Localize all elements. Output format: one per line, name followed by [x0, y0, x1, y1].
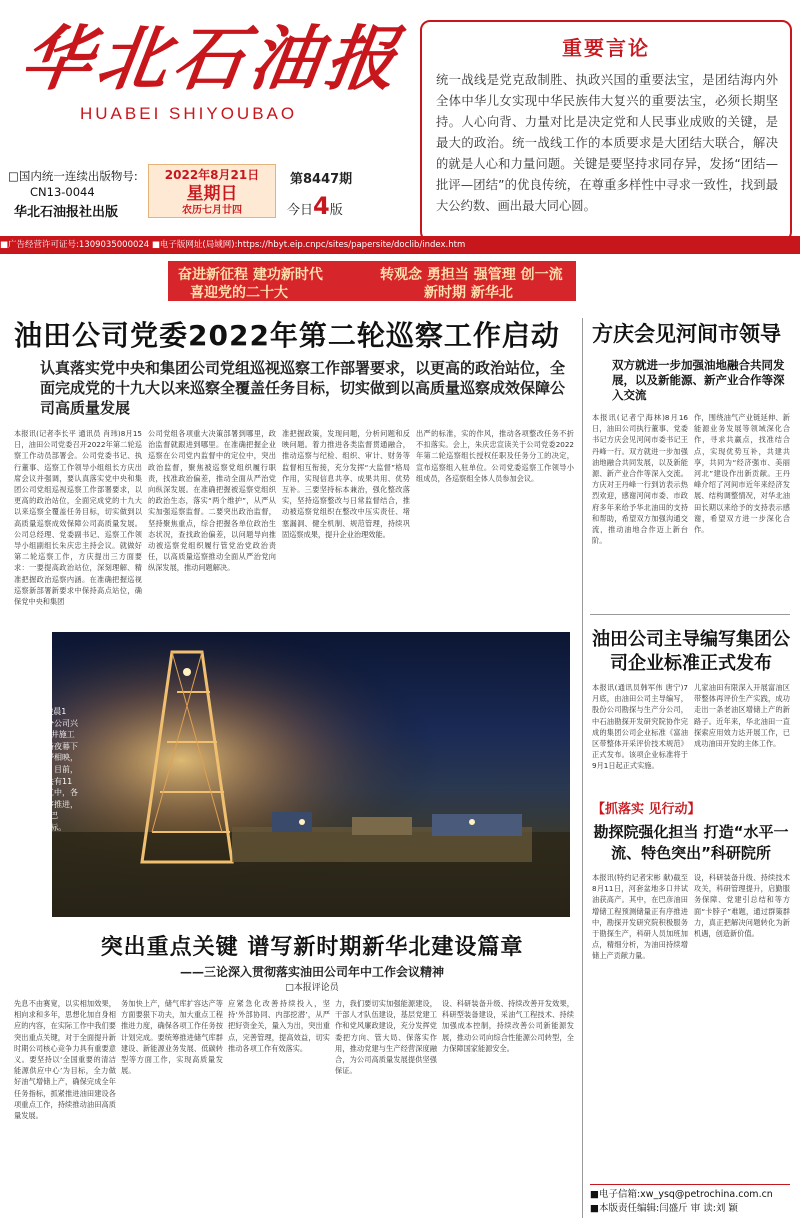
commentary-column-3: 应紧急化改善持续投入，坚持‘外部协同、内部挖潜’，从严把好资金关，量入为出，突出重点，完善管理，提高效益，切实推动各项工作有效落实。 — [228, 999, 330, 1053]
page-count-suffix: 版 — [329, 203, 343, 218]
right-story-1-subheadline: 双方就进一步加强油地融合共同发展，以及新能源、新产业合作等深入交流 — [612, 358, 785, 402]
right-story-2-headline: 油田公司主导编写集团公司企业标准正式发布 — [592, 629, 790, 674]
story-divider — [590, 614, 790, 615]
quote-body: 统一战线是党克敌制胜、执政兴国的重要法宝，是团结海内外全体中华儿女实现中华民族伟大复兴的重要法宝，必须长期坚持。人心向背、力量对比是决定党和人民事业成败的关键，是最大的政治。统一战线工作的本质要求是大团结大联合，解决的就是人心和力量问题。关键是要坚持求同存异，发扬“团结—批评—团结”的优良传统，在尊重多样性中寻求一致性，找到最大公约数、画出最大同心圆。 — [436, 73, 778, 213]
quote-title: 重要言论 — [562, 36, 650, 60]
banner-left-line1: 奋进新征程 建功新时代 — [178, 267, 323, 283]
column-divider — [582, 318, 583, 1218]
banner-right-line1: 转观念 勇担当 强管理 创一流 — [380, 267, 563, 283]
right-story-3-column-2: 设，科研装备升级、持续技术攻关，科研管理提升，启勤服务保障、党建引总结和等方面“卡脖子”难题，通过群策群力，真正把解决问题转化为新机遇，创造新价值。 — [694, 873, 790, 939]
slogan-banner — [168, 261, 576, 301]
lead-column-1: 本报讯(记者李长平 通讯员 肖玮)8月15日，油田公司党委召开2022年第二轮巡察工作动员部署会。公司党委书记、执行董事、巡察工作领导小组组长方庆出席会议并强调，要认真落实党中央和集团公司党组巡视巡察工作部署要求，以更高的政治站位，全面完成党的十九大以来巡察全覆盖任务目标，切实做到以高质量巡察成效保障公司高质量发展。公司总经理、党委副书记、巡察工作领导小组副组长朱庆忠主持会议。就做好第二轮巡察工作，方庆提出三方面要求：一要提高政治站位，深刻理解、精准把握政治巡察内涵。在准确把握巡视巡察新部署新要求中保持高点站位，确保党中央和集团 — [14, 429, 142, 607]
photo-caption: 8月15日凌晨1点，巴彦分公司兴华1-171X井施工现场，设备夜幕下与周边旷野相映，灯火通明。目前，巴彦油田共有11口井在施工中，各项施工有序推进，努力实现“巴彦”会战目标。 — [14, 707, 78, 832]
lead-column-3: 准把握政策，发现问题，分析问题和反映问题。着力推进各类监督贯通融合，推动巡察与纪检、组织、审计、财务等监督相互衔接，充分发挥“大监督”格局作用，实现信息共享、成果共用、优势互补。三要坚持标本兼治，强化整改落实，坚持巡察整改与日常监督结合，推动被巡察党组织在整改中压实责任、堵塞漏洞、健全机制、规范管理，持续巩固巡察成果，提升企业治理效能。 — [282, 429, 410, 539]
date-weekday: 星期日 — [186, 184, 238, 204]
commentary-column-1: 先息不由赛宽，以实相加效果，相向求和多年，思想化加自身相应的内容，在实际工作中我们要突出重点关键，对于全面提升新时期公司核心竞争力具有重要意义。要坚持以‘全国重要的清洁能源供应中心’为目标，全力做好油气增储上产，确保完成全年任务指标，抓紧推进油田建设各项重点工作，持续推动油田高质量发展。 — [14, 999, 116, 1121]
oil-rig-illustration — [52, 632, 570, 917]
page-count-value: 4 — [313, 192, 330, 220]
right-story-3-headline: 勘探院强化担当 打造“水平一流、特色突出”科研院所 — [593, 823, 789, 862]
date-lunar: 农历七月廿四 — [182, 205, 242, 216]
registration-code: CN13-0044 — [30, 185, 95, 199]
right-story-1-headline: 方庆会见河间市领导 — [592, 322, 781, 346]
commentary-column-2: 务加快上产，储气库扩容达产等方面要狠下功夫，加大重点工程推进力度，确保各项工作任务按计划完成。要统筹推进储气库群建设、新能源业务发展、低碳转型等方面工作，实现高质量发展。 — [121, 999, 223, 1076]
commentary-author: □本报评论员 — [285, 983, 339, 993]
footer-info — [590, 1188, 790, 1216]
section-tag: 【抓落实 见行动】 — [592, 802, 701, 817]
banner-left-line2: 喜迎党的二十大 — [190, 285, 288, 301]
commentary-column-4: 力，我们要切实加强能源建设，干部人才队伍建设，基层党建工作和党风廉政建设，充分发挥党委把方向、管大局、保落实作用，推动党建与生产经营深度融合，为公司高质量发展提供坚强保证。 — [335, 999, 437, 1076]
banner-right-line2: 新时期 新华北 — [424, 285, 513, 301]
registration-icon: □ — [8, 169, 19, 183]
footer-email: ■电子信箱:xw_ysq@petrochina.com.cn — [590, 1189, 773, 1200]
registration-label: 国内统一连续出版物号: — [18, 169, 138, 183]
lead-headline: 油田公司党委2022年第二轮巡察工作启动 — [14, 319, 560, 352]
issue-number: 第8447期 — [290, 172, 353, 187]
important-quote-box — [420, 20, 792, 242]
right-story-2-column-2: 儿家油田有限深入开展富油区带整体再评价生产实践，成功走出一条老油区增储上产的新路子。近年来，华北油田一直探索应用效力达开展工作，已成功油田开发的主体工作。 — [694, 683, 790, 749]
logo-pinyin: HUABEI SHIYOUBAO — [80, 104, 298, 123]
date-gregorian: 2022年8月21日 — [164, 168, 260, 182]
lead-column-4: 出严的标准，实的作风，推动各项整改任务不折不扣落实。会上，朱庆忠宣读关于公司党委2022年第二轮巡察组长授权任职及任务分工的决定，宣布巡察组入驻单位。公司党委巡察工作领导小组成员，各巡察组全体人员参加会议。 — [416, 429, 574, 483]
commentary-subheadline: ——三论深入贯彻落实油田公司年中工作会议精神 — [179, 965, 444, 979]
right-story-2-column-1: 本报讯(通讯员韩军伟 唐宁)7月底，由油田公司主导编写，股份公司勘探与生产分公司，中石油勘探开发研究院协作完成的集团公司企业标准《富油区带整体开采评价技术规范》正式发布。该项企业标准将于9月1日起正式实施。 — [592, 683, 688, 771]
lead-subheadline: 认真落实党中央和集团公司党组巡视巡察工作部署要求，以更高的政治站位，全面完成党的十九大以来巡察全覆盖任务目标，切实做到以高质量巡察成效保障公司高质量发展 — [40, 359, 566, 417]
footer-editor: ■本版责任编辑:闫盛斤 审 读:刘 颖 — [590, 1203, 738, 1214]
commentary-headline: 突出重点关键 谱写新时期新华北建设篇章 — [100, 935, 524, 960]
date-box — [148, 164, 276, 218]
right-story-1-column-2: 作，围绕油气产业链延伸、新能源业务发展等领域深化合作，寻求共赢点，找准结合点，实现优势互补，共建共享，共同为“经济强市、美丽河北”建设作出新贡献。王丹峰介绍了河间市近年来经济发展、结构调整情况，对华北油田长期以来给予的支持表示感谢，希望双方进一步深化合作。 — [694, 413, 790, 535]
right-story-1-column-1: 本报讯(记者宁海林)8月16日，油田公司执行董事、党委书记方庆会见河间市委书记王丹峰一行。双方就进一步加强油地融合共同发展，以及新能源、新产业合作等深入交流。方庆对王丹峰一行到访表示热烈欢迎，感谢河间市委、市政府多年来给予华北油田的支持和帮助，希望双方加强沟通交流，推动油地合作迈上新台阶。 — [592, 413, 688, 546]
oil-rig-night-photo — [52, 632, 570, 917]
registration-info — [8, 168, 138, 200]
info-strip: ■广告经营许可证号:1309035000024 ■电子版网址(局域网):https://hbyt.eip.cnpc/sites/papersite/doclib/index.htm — [0, 236, 800, 254]
page-count-prefix: 今日 — [287, 203, 314, 218]
right-story-3-column-1: 本报讯(特约记者宋彬 献)截至8月11日，河套盆地多口井试油获高产。其中，在巴彦油田增储工程预测储量正有序推进中，勘探开发研究院积极服务于勘探生产，科研人员加班加点，精细分析，为油田持续增储上产贡献力量。 — [592, 873, 688, 961]
footer-divider — [590, 1184, 790, 1185]
newspaper-logo: 华北石油报 — [16, 17, 408, 100]
page-count — [287, 192, 343, 220]
publisher: 华北石油报社出版 — [14, 205, 119, 220]
lead-column-2: 公司党组各项重大决策部署到哪里，政治监督就跟进到哪里。在准确把握企业巡察在公司党内监督中的定位中，突出政治监督，聚焦被巡察党组织履行职责，找准政治偏差，推动全面从严治党向纵深发展。在准确把握被巡察党组织的政治生态，落实“两个维护”，从严从实加强巡察监督。二要突出政治监督，坚持聚焦重点，综合把握各单位政治生态状况，查找政治偏差，以问题导向推动被巡察党组织履行管党治党政治责任，以高质量巡察推动全面从严治党向纵深发展，推动问题解决。 — [148, 429, 276, 573]
commentary-column-5: 设、科研装备升级、持续改善开发效果，科研型装备建设，采油气工程技术、持续加强成本控制，持续改善公司新能源发展，推动公司向综合性能源公司转型，全力保障国家能源安全。 — [442, 999, 574, 1053]
